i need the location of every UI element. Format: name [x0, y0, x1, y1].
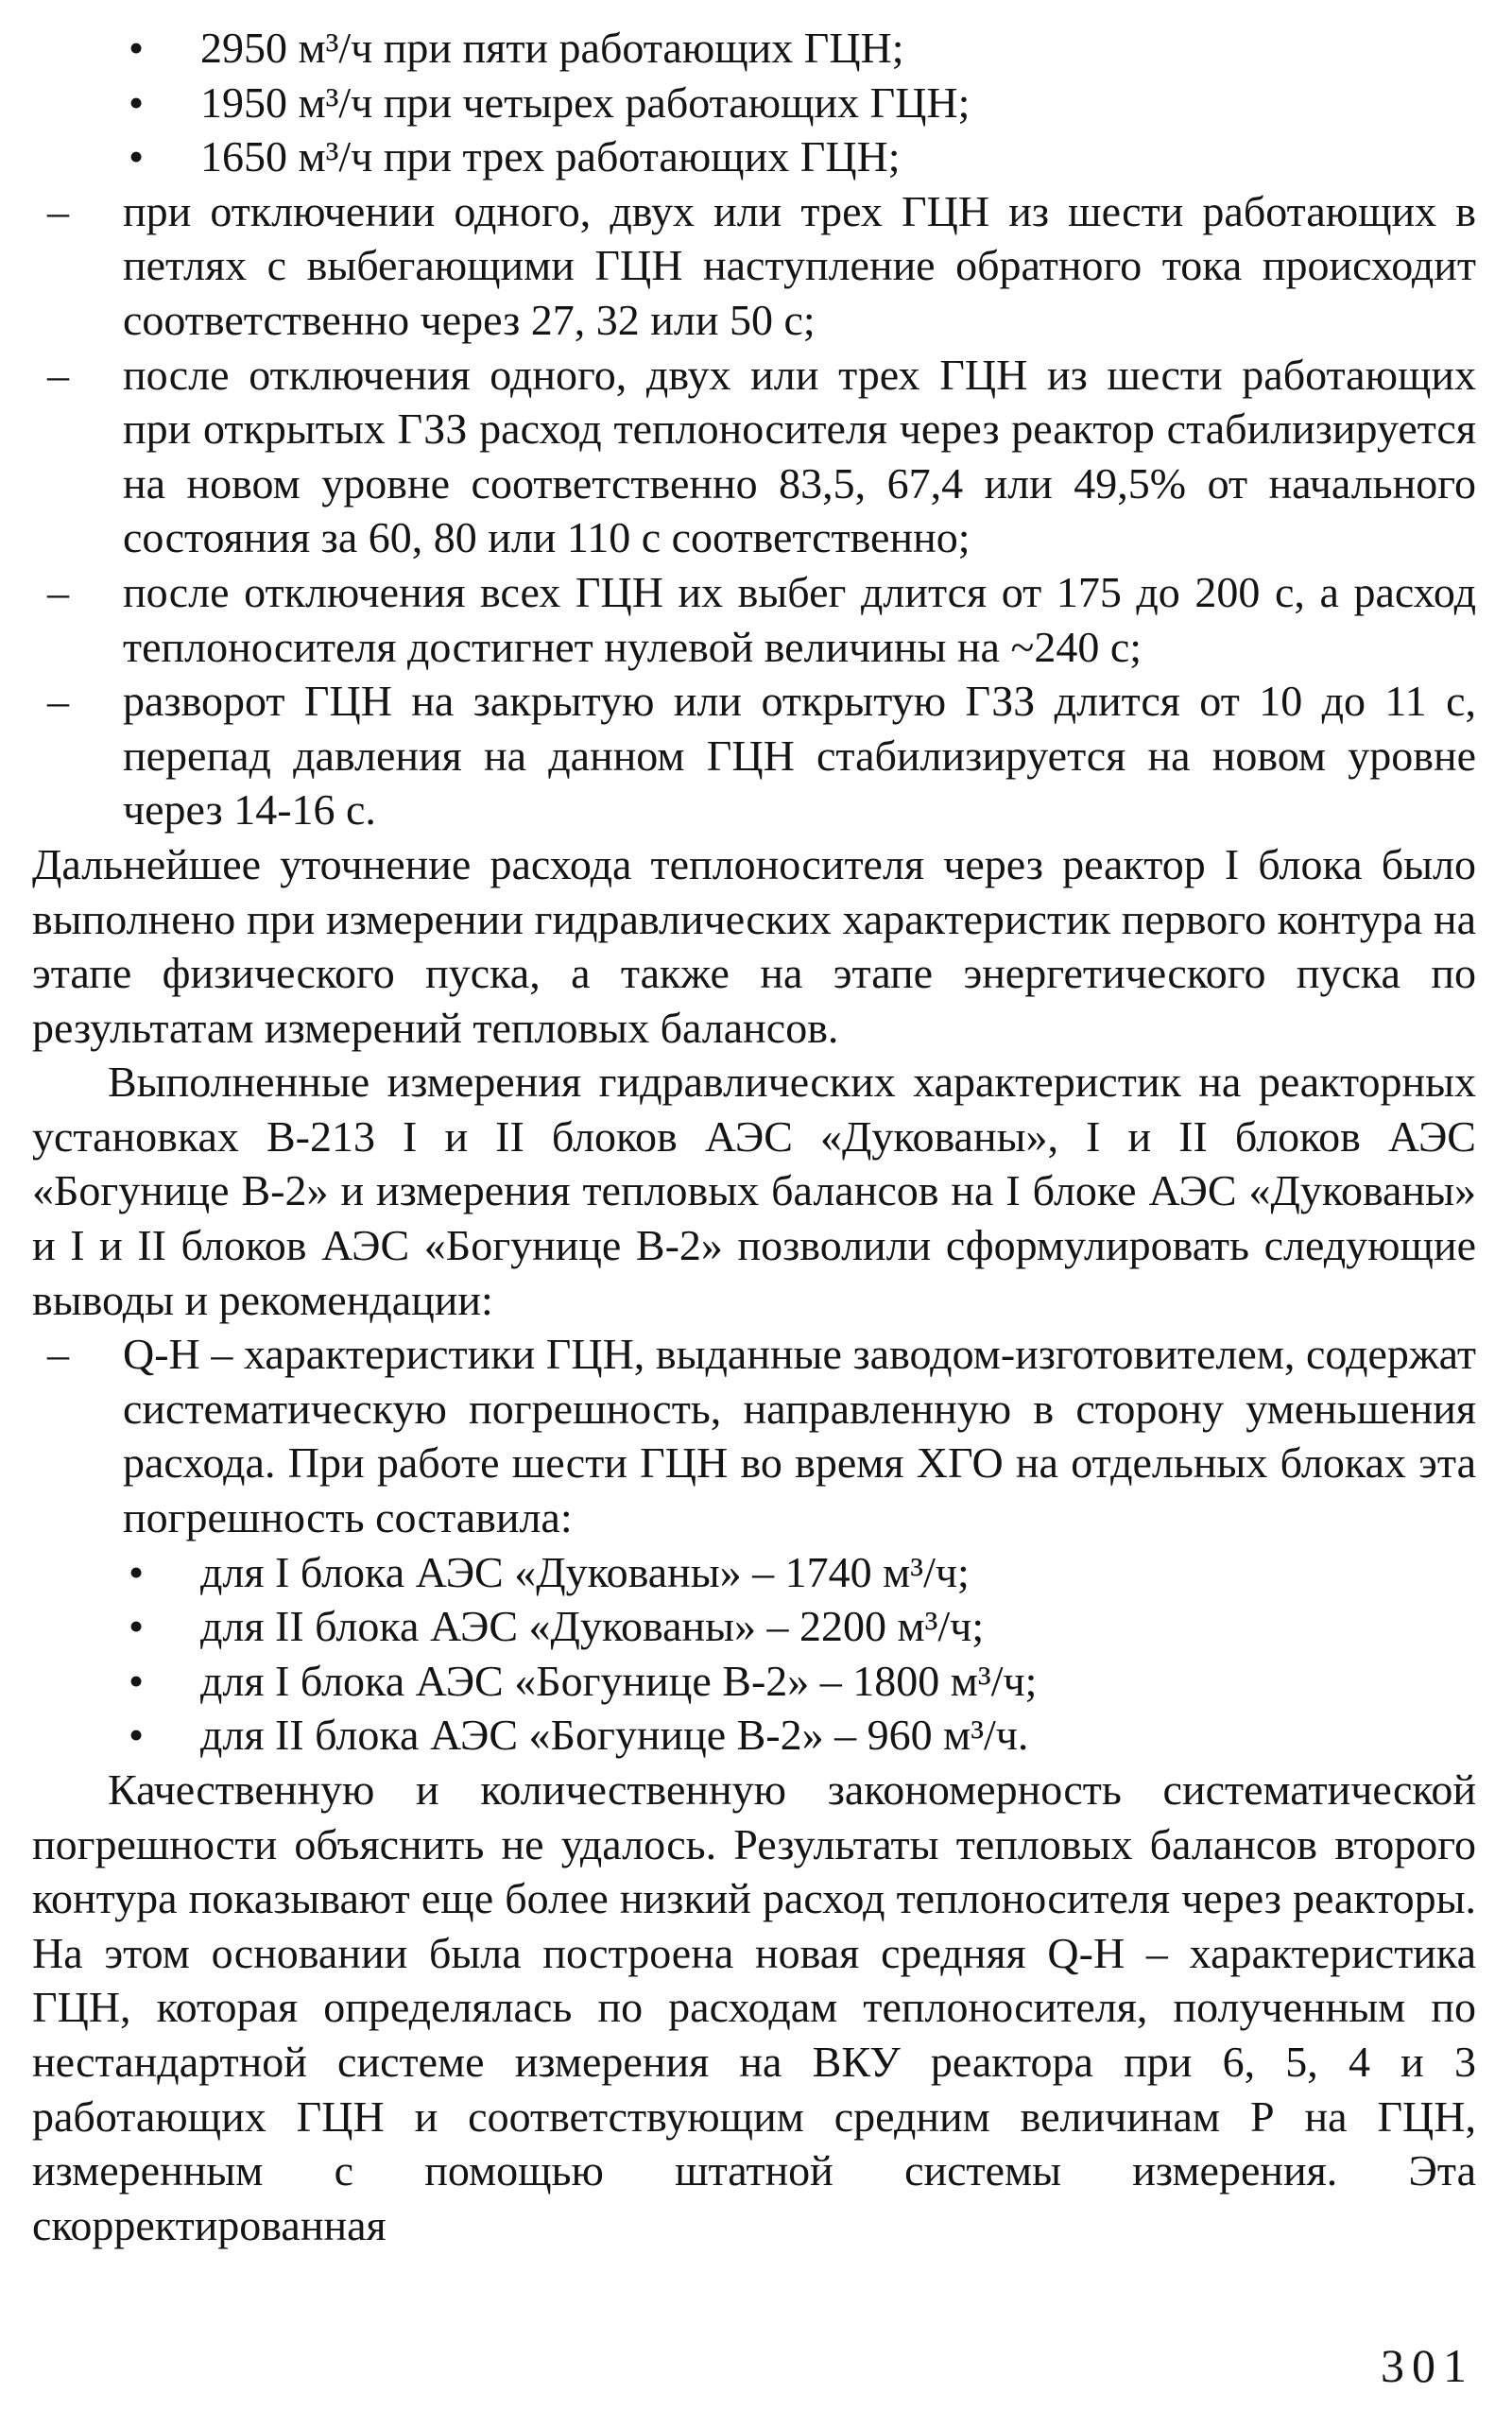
dash-text: Q-H – характеристики ГЦН, выданные заводом-изготовителем, содержат систематическую погрешность, направленную в сторону уменьшения расхода. При работе шести ГЦН во время ХГО на отдельных блоках эта погрешность составила: — [123, 1330, 1476, 1542]
bullet-marker: • — [129, 1656, 145, 1705]
bullet-marker: • — [129, 24, 145, 72]
bullet-marker: • — [129, 1547, 145, 1596]
bullet-item — [32, 1654, 1476, 1709]
dash-text: разворот ГЦН на закрытую или открытую ГЗЗ длится от 10 до 11 с, перепад давления на данном ГЦН стабилизируется на новом уровне через 14-16 с. — [123, 677, 1476, 835]
dash-marker: – — [47, 567, 69, 616]
bullet-marker: • — [129, 77, 145, 127]
dash-item — [32, 348, 1476, 565]
bullet-text: 1950 м³/ч при четырех работающих ГЦН; — [200, 77, 971, 127]
bullet-text: 2950 м³/ч при пяти работающих ГЦН; — [200, 24, 904, 72]
paragraph: Дальнейшее уточнение расхода теплоносителя через реактор I блока было выполнено при измерении гидравлических характеристик первого контура на этапе физического пуска, а также на этапе энергетического пуска по результатам измерений тепловых балансов. — [32, 839, 1476, 1052]
dash-item — [32, 1327, 1476, 1544]
page-number: 301 — [1381, 2339, 1474, 2392]
paragraph: Качественную и количественную закономерность систематической погрешности объяснить не удалось. Результаты тепловых балансов второго контура показывают еще более низкий расход теплоносителя через реакторы. На этом основании была построена новая средняя Q-H – характеристика ГЦН, которая определялась по расходам теплоносителя, полученным по нестандартной системе измерения на ВКУ реактора при 6, 5, 4 и 3 работающих ГЦН и соответствующим средним величинам Р на ГЦН, измеренным с помощью штатной системы измерения. Эта скорректированная — [32, 1765, 1476, 2249]
dash-item — [32, 674, 1476, 837]
dash-item — [32, 184, 1476, 348]
dash-text: после отключения одного, двух или трех ГЦН из шести работающих при открытых ГЗЗ расход теплоносителя через реактор стабилизируется на новом уровне соответственно 83,5, 67,4 или 49,5% от начального состояния за 60, 80 или 110 с соответственно; — [123, 350, 1476, 562]
bullet-text: для I блока АЭС «Дукованы» – 1740 м³/ч; — [200, 1547, 970, 1596]
dash-marker: – — [47, 186, 69, 235]
bullet-marker: • — [129, 1602, 145, 1651]
dash-marker: – — [47, 1330, 69, 1379]
bullet-marker: • — [129, 132, 145, 181]
paragraph: Выполненные измерения гидравлических характеристик на реакторных установках В-213 I и II блоков АЭС «Дукованы», I и II блоков АЭС «Богунице В-2» и измерения тепловых балансов на I блоке АЭС «Дукованы» и I и II блоков АЭС «Богунице В-2» позволили сформулировать следующие выводы и рекомендации: — [32, 1058, 1476, 1324]
dash-marker: – — [47, 677, 69, 726]
dash-marker: – — [47, 350, 69, 399]
bullet-item — [32, 76, 1476, 130]
bullet-item — [32, 1708, 1476, 1763]
bullet-item — [32, 21, 1476, 76]
bullet-text: для II блока АЭС «Богунице В-2» – 960 м³/ч. — [200, 1711, 1029, 1760]
bullet-item — [32, 129, 1476, 184]
dash-text: после отключения всех ГЦН их выбег длится от 175 до 200 с, а расход теплоносителя достигнет нулевой величины на ~240 с; — [123, 567, 1476, 671]
bullet-marker: • — [129, 1711, 145, 1760]
bullet-text: для I блока АЭС «Богунице В-2» – 1800 м³/ч; — [200, 1656, 1038, 1705]
dash-item — [32, 565, 1476, 674]
bullet-item — [32, 1545, 1476, 1600]
bullet-item — [32, 1599, 1476, 1654]
bullet-text: 1650 м³/ч при трех работающих ГЦН; — [200, 132, 901, 181]
bullet-text: для II блока АЭС «Дукованы» – 2200 м³/ч; — [200, 1602, 985, 1651]
dash-text: при отключении одного, двух или трех ГЦН из шести работающих в петлях с выбегающими ГЦН наступление обратного тока происходит соответственно через 27, 32 или 50 с; — [123, 186, 1476, 344]
